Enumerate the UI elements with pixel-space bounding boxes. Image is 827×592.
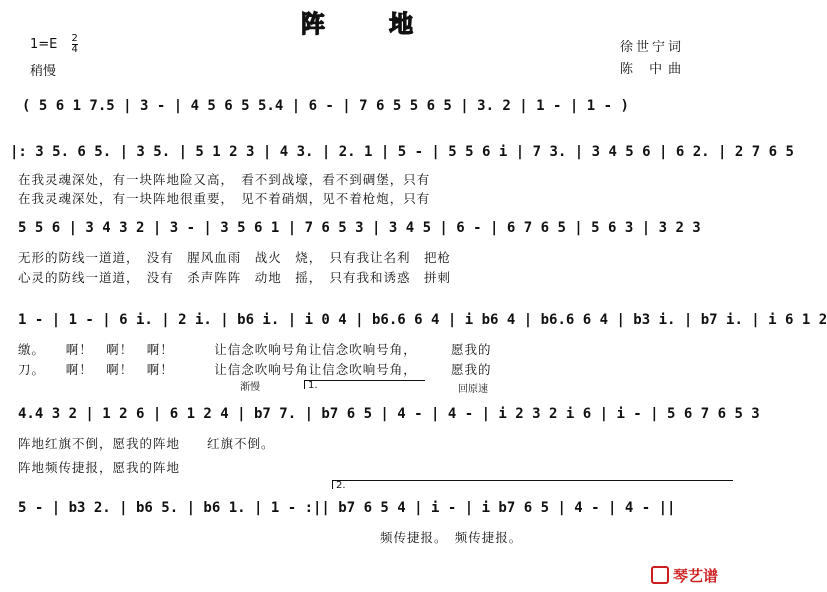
lyric-line-2a: 在我灵魂深处，有一块阵地险又高， 看不到战壕，看不到碉堡，只有 (18, 172, 431, 187)
tempo-mark: 稍慢 (30, 64, 57, 79)
score-title: 阵 地 (300, 10, 442, 38)
lyric-line-4b: 刀。 啊！ 啊！ 啊！ 让信念吹响号角让信念吹响号角， 愿我的 (18, 362, 492, 377)
da-capo-mark: 回原速 (458, 384, 488, 395)
lyric-line-5a: 阵地红旗不倒，愿我的阵地 红旗不倒。 (18, 436, 275, 451)
lyric-line-3a: 无形的防线一道道， 没有 腥风血雨 战火 烧， 只有我让名利 把枪 (18, 250, 452, 265)
score-line-1: ( 5 6 1 7.5 | 3 - | 4 5 6 5 5.4 | 6 - | 7 6 5 5 6 5 | 3. 2 | 1 - | 1 - ) (22, 98, 629, 114)
volta-1-label: 1. (308, 380, 318, 391)
key-signature (30, 34, 78, 55)
gradual-slow-mark: 渐慢 (240, 382, 260, 393)
lyric-line-3b: 心灵的防线一道道， 没有 杀声阵阵 动地 摇， 只有我和诱惑 拼刺 (18, 270, 452, 285)
lyric-line-2b: 在我灵魂深处，有一块阵地很重要， 见不着硝烟，见不着枪炮，只有 (18, 191, 431, 206)
score-line-5: 4.4 3 2 | 1 2 6 | 6 1 2 4 | b7 7. | b7 6 5 | 4 - | 4 - | i 2 3 2 i 6 | i - | 5 6 7 6 5 3 (18, 406, 760, 422)
score-line-4: 1 - | 1 - | 6 i. | 2 i. | b6 i. | i 0 4 | b6.6 6 4 | i b6 4 | b6.6 6 4 | b3 i. | b7 i. | i 6 1 2 (18, 312, 827, 328)
volta-bracket-1 (304, 380, 425, 389)
time-signature (72, 34, 78, 55)
score-line-6: 5 - | b3 2. | b6 5. | b6 1. | 1 - :|| b7 6 5 4 | i - | i b7 6 5 | 4 - | 4 - || (18, 500, 676, 516)
lyricist: 徐世宁词 (620, 40, 685, 55)
volta-2-label: 2. (336, 480, 346, 491)
lyric-line-6: 频传捷报。 频传捷报。 (380, 530, 523, 545)
key-label: 1=E (30, 37, 58, 52)
watermark-logo (651, 565, 718, 586)
composer: 陈 中曲 (620, 62, 688, 77)
time-bottom: 4 (71, 44, 78, 55)
score-line-2: |: 3 5. 6 5. | 3 5. | 5 1 2 3 | 4 3. | 2. 1 | 5 - | 5 5 6 i | 7 3. | 3 4 5 6 | 6 2. | 2 7 6 5 (10, 144, 794, 160)
lyric-line-4a: 缴。 啊！ 啊！ 啊！ 让信念吹响号角让信念吹响号角， 愿我的 (18, 342, 492, 357)
volta-bracket-2 (332, 480, 733, 489)
lyric-line-5b: 阵地频传捷报，愿我的阵地 (18, 460, 181, 475)
watermark-icon (651, 566, 669, 584)
watermark-text: 琴艺谱 (672, 567, 718, 585)
score-line-3: 5 5 6 | 3 4 3 2 | 3 - | 3 5 6 1 | 7 6 5 3 | 3 4 5 | 6 - | 6 7 6 5 | 5 6 3 | 3 2 3 (18, 220, 701, 236)
time-top: 2 (71, 33, 78, 44)
